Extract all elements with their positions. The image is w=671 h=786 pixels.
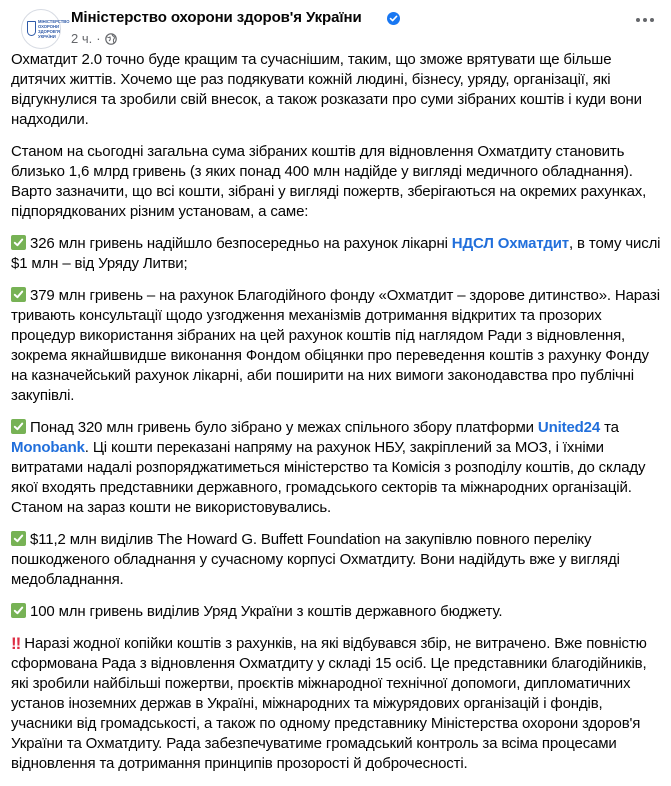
post-meta bbox=[71, 31, 117, 46]
alert-paragraph bbox=[11, 634, 661, 774]
check-mark-icon bbox=[11, 603, 26, 618]
check-mark-icon bbox=[11, 419, 26, 434]
list-item-text: Понад 320 млн гривень було зібрано у межах спільного збору платформи bbox=[30, 419, 538, 436]
ministry-logo bbox=[27, 18, 70, 40]
link-monobank[interactable]: Monobank bbox=[11, 439, 85, 456]
list-item bbox=[11, 530, 661, 590]
check-mark-icon bbox=[11, 287, 26, 302]
list-item-text: 326 млн гривень надійшло безпосередньо на рахунок лікарні bbox=[30, 235, 452, 252]
more-options-icon[interactable] bbox=[628, 8, 662, 32]
avatar[interactable] bbox=[21, 9, 70, 49]
meta-separator: · bbox=[96, 31, 101, 46]
paragraph: Охматдит 2.0 точно буде кращим та сучаснішим, таким, що зможе врятувати ще більше дитячих життів. Хочемо ще раз подякувати кожній людині, бізнесу, уряду, організації, які відгукнулися та зробили свій внесок, а також розказати про суми зібраних коштів і куди вони надходили. bbox=[11, 51, 642, 128]
post-header bbox=[10, 0, 671, 52]
list-item-text: $11,2 млн виділив The Howard G. Buffett Foundation на закупівлю повного переліку пошкодженого обладнання у сучасному корпусі Охматдиту. Вони надійдуть вже у вигляді медобладнання. bbox=[11, 531, 620, 588]
double-exclamation-icon: ‼ bbox=[11, 634, 20, 653]
list-item-text: . Ці кошти переказані напряму на рахунок НБУ, закріплений за МОЗ, і їхніми витратами надалі розпоряджатиметься міністерство та Комісія з розподілу коштів, до складу якої входять представники державного, громадського секторів та міжнародних організацій. Станом на зараз кошти не використовувались. bbox=[11, 439, 646, 516]
post-time[interactable]: 2 ч. bbox=[71, 31, 93, 46]
hashtag-link-ohmatdyt[interactable]: НДСЛ Охматдит bbox=[451, 235, 570, 252]
check-mark-icon bbox=[11, 531, 26, 546]
post-body bbox=[11, 50, 661, 786]
list-item bbox=[11, 602, 661, 622]
verified-badge-icon bbox=[387, 12, 400, 25]
logo-text: МІНІСТЕРСТВО ОХОРОНИ ЗДОРОВ'Я УКРАЇНИ bbox=[38, 19, 70, 39]
list-item bbox=[11, 418, 661, 518]
list-item-text: 100 млн гривень виділив Уряд України з коштів державного бюджету. bbox=[30, 603, 503, 620]
list-item bbox=[11, 234, 661, 274]
link-united24[interactable]: United24 bbox=[537, 419, 601, 436]
page-name[interactable]: Міністерство охорони здоров'я України bbox=[71, 9, 362, 26]
list-item-text: 379 млн гривень – на рахунок Благодійного фонду «Охматдит – здорове дитинство». Наразі тривають консультації щодо узгодження механізмів дотримання відкритих та прозорих процедур використання зібраних на цей рахунок коштів під наглядом Ради з відновлення, зокрема якнайшвидше виконання Фондом обіцянки про переведення коштів з рахунку Фонду на казначейський рахунок лікарні, аби поширити на них вимоги законодавства про публічні закупівлі. bbox=[11, 287, 660, 404]
paragraph: Станом на сьогодні загальна сума зібраних коштів для відновлення Охматдиту становить близько 1,6 млрд гривень (з яких понад 400 млн надійде у вигляді медичного обладнання). Варто зазначити, що всі кошти, зібрані у вигляді пожертв, зберігаються на окремих рахунках, підпорядкованих різним установам, а саме: bbox=[11, 143, 647, 220]
globe-icon[interactable] bbox=[105, 33, 117, 45]
list-item-text: , в тому числі $1 млн – від Уряду Литви; bbox=[11, 235, 661, 272]
list-item bbox=[11, 286, 661, 406]
check-mark-icon bbox=[11, 235, 26, 250]
alert-text: Наразі жодної копійки коштів з рахунків, на які відбувався збір, не витрачено. Вже повністю сформована Рада з відновлення Охматдиту у складі 15 осіб. Це представники благодійників, які зробили найбільші пожертви, проєктів міжнародної технічної допомоги, дипломатичних установ іноземних держав в Україні, міжнародних та міжурядових організацій і фондів, учасники від громадськості, а також по одному представнику Міністерства охорони здоров'я України та Охматдиту. Рада забезпечуватиме громадський контроль за всіма процесами відновлення та дотримання принципів прозорості й доброчесності. bbox=[11, 635, 647, 772]
list-item-text: та bbox=[600, 419, 619, 436]
trident-icon bbox=[27, 21, 36, 36]
